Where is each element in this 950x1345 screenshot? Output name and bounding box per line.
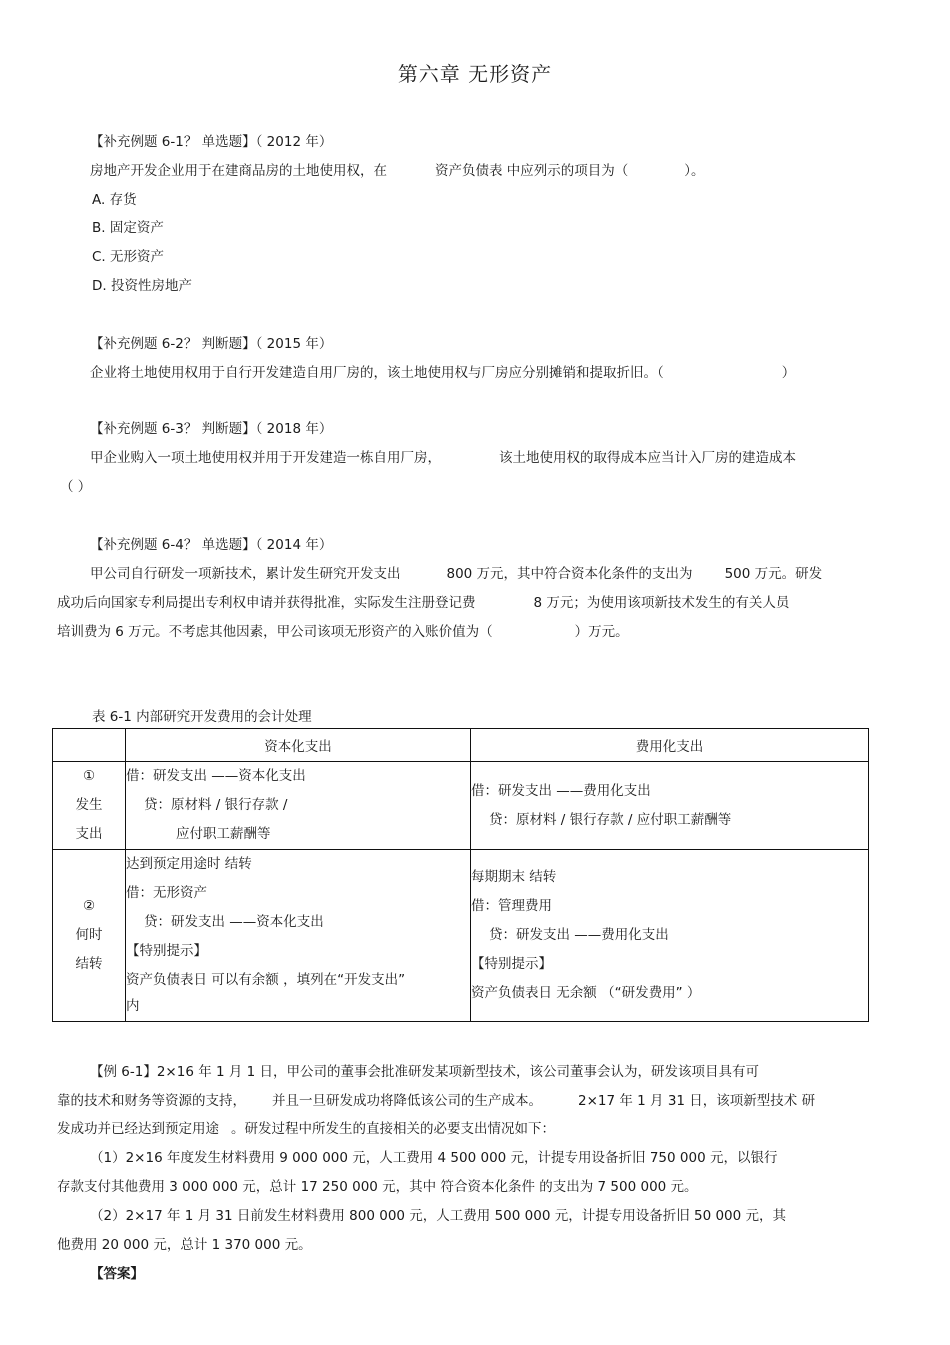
q4-l2b: 8 万元；为使用该项新技术发生的有关人员	[533, 595, 790, 611]
q3-heading: 【补充例题 6-3？ 判断题】（ 2018 年）	[90, 421, 333, 437]
row2-exp-l1: 每期期末 结转	[471, 869, 557, 885]
table-header-capitalized: 资本化支出	[126, 729, 471, 762]
q3-stem-a: 甲企业购入一项土地使用权并用于开发建造一栋自用厂房，	[90, 450, 441, 466]
q2-stem-text: 企业将土地使用权用于自行开发建造自用厂房的，该土地使用权与厂房应分别摊销和提取折旧。（	[90, 365, 664, 381]
example-line-5: 存款支付其他费用 3 000 000 元，总计 17 250 000 元，其中 符合资本化条件 的支出为 7 500 000 元。	[57, 1179, 698, 1195]
row2-head-num: ②	[82, 898, 96, 914]
q3-stem-b: 该土地使用权的取得成本应当计入厂房的建造成本	[499, 450, 796, 466]
q1-stem-a: 房地产开发企业用于在建商品房的土地使用权，在	[90, 163, 387, 179]
q4-l3b: ）万元。	[574, 624, 629, 640]
row2-cap-l2: 借：无形资产	[126, 885, 207, 901]
table-row-occurrence	[53, 762, 869, 850]
q4-l3a: 培训费为 6 万元。不考虑其他因素，甲公司该项无形资产的入账价值为（	[57, 624, 493, 640]
row1-exp-l1: 借：研发支出 ——费用化支出	[471, 782, 651, 799]
row2-cap-l4: 【特别提示】	[126, 943, 207, 959]
q4-line-3	[57, 620, 629, 640]
ex-l2a: 靠的技术和财务等资源的支持，	[57, 1093, 246, 1109]
row2-capitalized	[126, 850, 471, 1022]
ex-l2b: 并且一旦研发成功将降低该公司的生产成本。	[272, 1093, 542, 1109]
q1-option-d: D. 投资性房地产	[92, 278, 192, 294]
q1-option-a: A. 存货	[92, 192, 137, 208]
row1-head-num: ①	[82, 768, 96, 784]
row2-cap-l1: 达到预定用途时 结转	[126, 856, 252, 872]
answer-label: 【答案】	[90, 1266, 144, 1282]
example-line-7: 他费用 20 000 元，总计 1 370 000 元。	[57, 1237, 312, 1253]
row2-exp-l2: 借：管理费用	[471, 898, 552, 914]
q1-stem-c: ）。	[684, 163, 705, 179]
q2-close-paren: ）	[781, 365, 796, 381]
row1-cap-l3: 应付职工薪酬等	[176, 826, 271, 842]
row2-head-l1: 何时	[75, 927, 103, 943]
row2-exp-l4: 【特别提示】	[471, 956, 552, 972]
table-header-empty	[53, 729, 126, 762]
row1-head-l2: 支出	[75, 826, 103, 842]
row2-cap-l5: 资产负债表日 可以有余额 ，填列在“开发支出”	[126, 972, 406, 988]
row2-expensed	[471, 850, 869, 1022]
accounting-table	[52, 728, 869, 1022]
table-header-row	[53, 729, 869, 762]
ex-l3b: 。研发过程中所发生的直接相关的必要支出情况如下：	[231, 1121, 555, 1137]
q4-l1a: 甲公司自行研发一项新技术，累计发生研究开发支出	[90, 566, 401, 582]
q3-stem	[90, 446, 796, 466]
q4-l1b: 800 万元，其中符合资本化条件的支出为	[446, 566, 693, 582]
row1-cap-l2: 贷：原材料 / 银行存款 /	[144, 797, 288, 813]
example-line-2	[57, 1089, 815, 1109]
row1-head	[53, 762, 126, 850]
q1-stem-b: 资产负债表 中应列示的项目为（	[435, 163, 629, 179]
row1-cap-l1: 借：研发支出 ——资本化支出	[126, 768, 306, 784]
example-line-3	[57, 1117, 555, 1137]
q1-stem	[90, 159, 705, 179]
q1-option-c: C. 无形资产	[92, 249, 165, 265]
table-caption: 表 6-1 内部研究开发费用的会计处理	[92, 709, 312, 725]
q4-line-2	[57, 591, 789, 611]
q4-line-1	[90, 562, 822, 582]
ex-l2c: 2×17 年 1 月 31 日，该项新型技术 研	[578, 1093, 816, 1109]
q1-option-b: B. 固定资产	[92, 220, 164, 236]
table-header-expensed: 费用化支出	[471, 729, 869, 762]
q2-heading: 【补充例题 6-2？ 判断题】（ 2015 年）	[90, 336, 333, 352]
row2-cap-l3: 贷：研发支出 ——资本化支出	[144, 914, 324, 930]
q4-l2a: 成功后向国家专利局提出专利权申请并获得批准，实际发生注册登记费	[57, 595, 476, 611]
q4-l1c: 500 万元。研发	[724, 566, 823, 582]
row1-head-l1: 发生	[75, 797, 103, 813]
row2-exp-l5: 资产负债表日 无余额 （“研发费用” ）	[471, 985, 701, 1001]
row2-head	[53, 850, 126, 1022]
row1-capitalized	[126, 762, 471, 850]
example-line-4: （1）2×16 年度发生材料费用 9 000 000 元，人工费用 4 500 000 元，计提专用设备折旧 750 000 元，以银行	[90, 1150, 778, 1166]
ex-l3a: 发成功并已经达到预定用途	[57, 1121, 219, 1137]
row2-head-l2: 结转	[75, 956, 103, 972]
table-row-transfer	[53, 850, 869, 1022]
q3-paren: （ ）	[60, 479, 92, 495]
row2-exp-l3: 贷：研发支出 ——费用化支出	[489, 927, 669, 943]
row2-cap-l6: 内	[126, 998, 140, 1014]
row1-exp-l2: 贷：原材料 / 银行存款 / 应付职工薪酬等	[489, 811, 732, 828]
example-line-1: 【例 6-1】2×16 年 1 月 1 日，甲公司的董事会批准研发某项新型技术，该公司董事会认为，研发该项目具有可	[90, 1064, 760, 1080]
chapter-title: 第六章 无形资产	[397, 62, 553, 86]
q4-heading: 【补充例题 6-4？ 单选题】（ 2014 年）	[90, 537, 333, 553]
q2-stem	[90, 361, 795, 381]
example-line-6: （2）2×17 年 1 月 31 日前发生材料费用 800 000 元，人工费用 500 000 元，计提专用设备折旧 50 000 元，其	[90, 1208, 787, 1224]
row1-expensed	[471, 762, 869, 850]
q1-heading: 【补充例题 6-1？ 单选题】（ 2012 年）	[90, 134, 333, 150]
